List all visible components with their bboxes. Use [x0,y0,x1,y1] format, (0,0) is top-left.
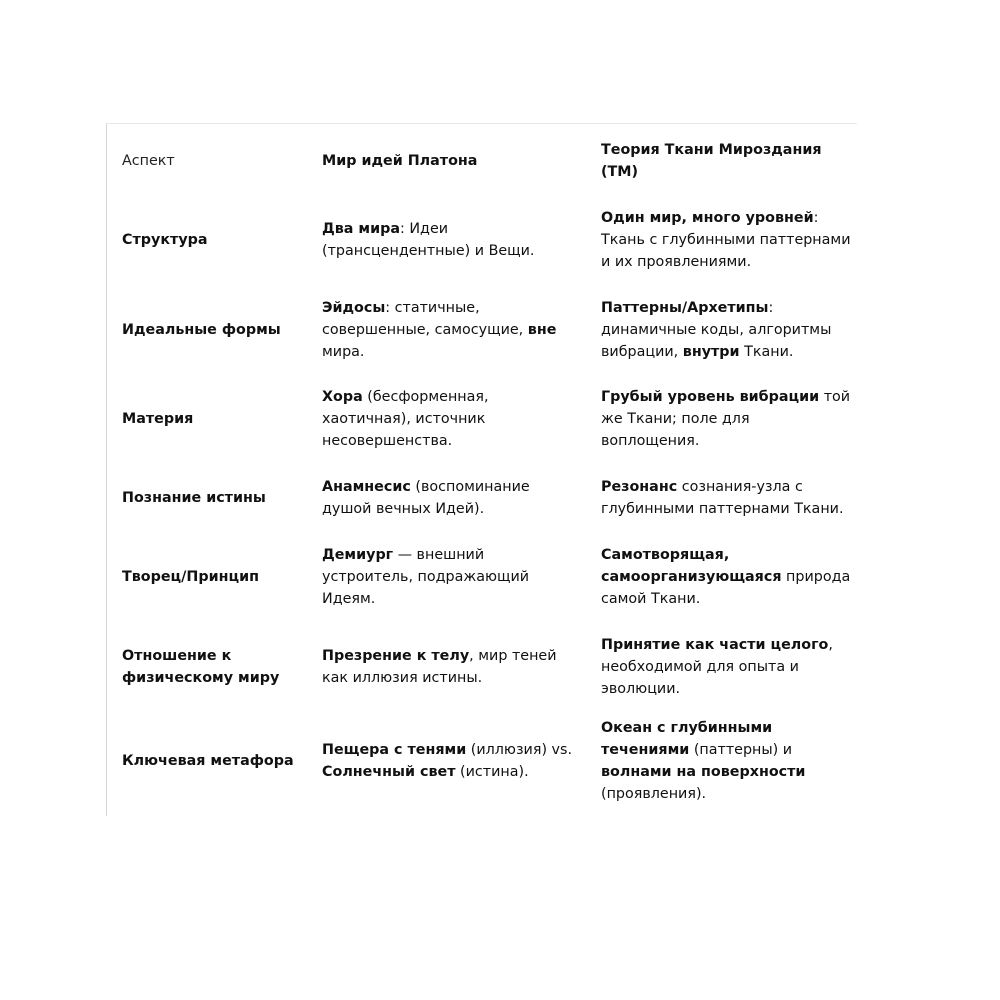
row-tm-cell: Резонанс сознания-узла с глубинными паттернами Ткани. [601,479,844,517]
header-plato: Мир идей Платона [322,153,478,169]
table-row [107,464,856,532]
row-tm-cell: Один мир, много уровней: Ткань с глубинными паттернами и их проявлениями. [601,210,851,270]
row-aspect: Идеальные формы [122,322,281,338]
table-row [107,532,856,622]
table-row [107,374,856,464]
row-aspect: Творец/Принцип [122,569,259,585]
row-aspect: Познание истины [122,490,266,506]
table-row [107,622,856,712]
header-aspect: Аспект [122,153,175,169]
row-plato-cell: Анамнесис (воспоминание душой вечных Идей). [322,479,530,517]
header-tm: Теория Ткани Мироздания (ТМ) [601,142,822,180]
row-plato-cell: Два мира: Идеи (трансцендентные) и Вещи. [322,221,535,259]
row-aspect: Материя [122,411,194,427]
row-plato-cell: Хора (бесформенная, хаотичная), источник несовершенства. [322,389,489,449]
row-plato-cell: Пещера с тенями (иллюзия) vs. Солнечный свет (истина). [322,742,573,780]
row-plato-cell: Демиург — внешний устроитель, подражающий Идеям. [322,547,530,607]
row-aspect: Структура [122,232,208,248]
row-plato-cell: Эйдосы: статичные, совершенные, самосущие, вне мира. [322,300,557,360]
table-header-row [107,128,856,194]
table-row [107,194,856,286]
table-row [107,712,856,810]
row-tm-cell: Принятие как части целого, необходимой для опыта и эволюции. [601,637,833,697]
row-tm-cell: Грубый уровень вибрации той же Ткани; поле для воплощения. [601,389,851,449]
row-tm-cell: Океан с глубинными течениями (паттерны) и волнами на поверхности (проявления). [601,720,806,802]
row-tm-cell: Паттерны/Архетипы: динамичные коды, алгоритмы вибрации, внутри Ткани. [601,300,832,360]
row-aspect: Ключевая метафора [122,753,294,769]
row-plato-cell: Презрение к телу, мир теней как иллюзия истины. [322,648,557,686]
row-aspect: Отношение к физическому миру [122,648,280,686]
row-tm-cell: Самотворящая, самоорганизующаяся природа самой Ткани. [601,547,851,607]
table-row [107,286,856,374]
comparison-table [107,128,856,810]
